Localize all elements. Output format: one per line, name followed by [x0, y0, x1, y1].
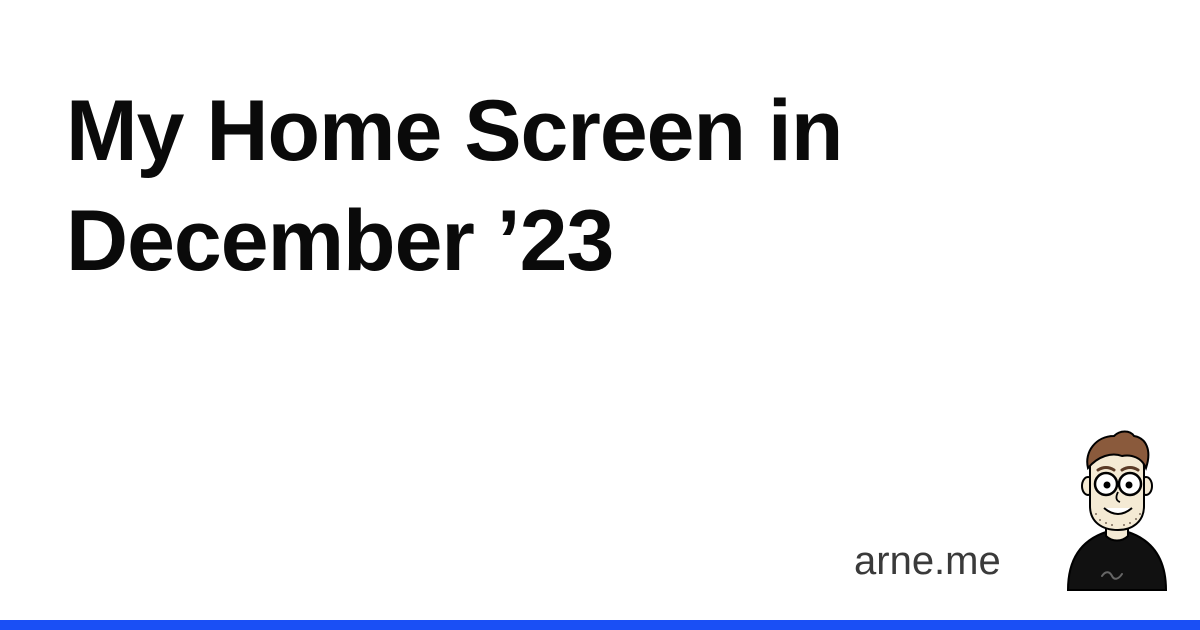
- avatar: [1062, 428, 1172, 592]
- title-line-1: My Home Screen in: [66, 83, 843, 179]
- site-domain: arne.me: [854, 539, 1001, 583]
- title-line-2: December ’23: [66, 193, 614, 289]
- accent-bar: [0, 620, 1200, 630]
- page-title: [66, 76, 1066, 296]
